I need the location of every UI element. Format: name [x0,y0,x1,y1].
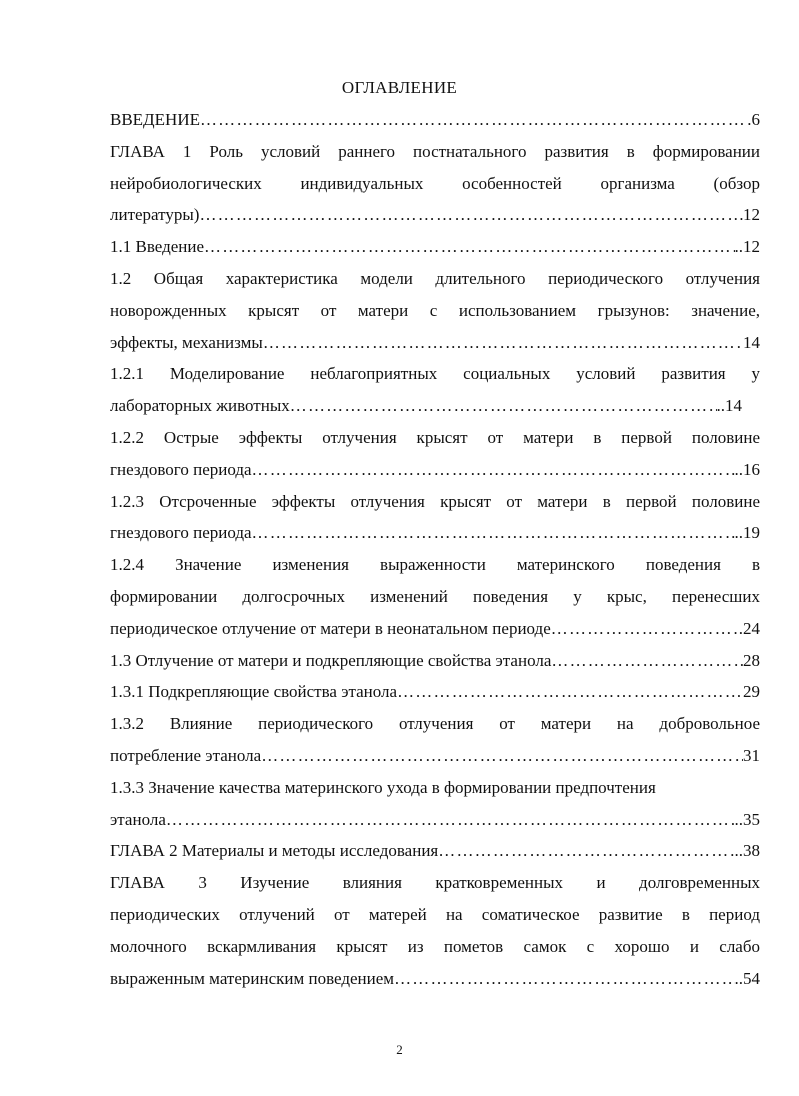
toc-page-number: ..12 [734,237,760,257]
dot-leader [252,454,735,486]
dot-leader [397,676,743,708]
toc-entry-1-3-1[interactable] [110,676,760,708]
toc-entry-text: 1.2.3 Отсроченные эффекты отлучения крысят от матери в первой половине [110,491,760,511]
toc-entry-chapter-1[interactable] [110,136,760,231]
toc-entry-1-2-3[interactable] [110,486,760,550]
toc-entry-text: лабораторных животных [110,396,290,416]
toc-entry-text: гнездового периода [110,459,252,479]
toc-entry-chapter-2[interactable] [110,835,760,867]
toc-page-number: 29 [743,682,760,702]
toc-entry-text: периодических отлучений от матерей на соматическое развитие в период [110,904,760,924]
toc-entry-1-3-3[interactable] [110,772,760,836]
toc-entry-text: 1.3.3 Значение качества материнского ухода в формировании предпочтения [110,777,656,797]
dot-leader [394,963,734,995]
dot-leader [551,645,743,677]
toc-entry-1-2-2[interactable] [110,422,760,486]
toc-entry-1-3[interactable] [110,645,760,677]
toc-page-number: ..16 [734,459,760,479]
toc-entry-text: 1.2.1 Моделирование неблагоприятных социальных условий развития у [110,364,760,384]
toc-page-number: ..38 [734,841,760,861]
dot-leader [438,835,734,867]
toc-entry-text: литературы) [110,205,200,225]
toc-entry-text: гнездового периода [110,523,252,543]
toc-entry-1-2-1[interactable] [110,358,760,422]
toc-entry-text: ГЛАВА 1 Роль условий раннего постнатального развития в формировании [110,141,760,161]
toc-entry-text: молочного вскармливания крысят из пометов самок с хорошо и слабо [110,936,760,956]
toc-entry-introduction[interactable] [110,104,760,136]
toc-page-number: ..35 [734,809,760,829]
toc-entry-1-1[interactable] [110,231,760,263]
toc-page-number: 14 [743,332,760,352]
dot-leader [551,613,739,645]
toc-entry-text: периодическое отлучение от матери в неонатальном периоде [110,618,551,638]
toc-entry-text: выраженным материнским поведением [110,968,395,988]
dot-leader [199,199,743,231]
toc-entry-text: ВВЕДЕНИЕ [110,110,200,129]
toc-entry-text: 1.2 Общая характеристика модели длительного периодического отлучения [110,268,760,288]
toc-entry-text: ГЛАВА 2 Материалы и методы исследования [110,841,439,861]
toc-entry-text: новорожденных крысят от матери с использованием грызунов: значение, [110,300,760,320]
page-title: ОГЛАВЛЕНИЕ [341,78,458,97]
toc-page-number: 12 [743,205,760,225]
toc-page-number: ..14 [716,396,742,416]
dot-leader [200,104,747,136]
toc-entry-1-3-2[interactable] [110,708,760,772]
toc-page-number: 28 [743,650,760,670]
dot-leader [166,804,735,836]
toc-entry-text: потребление этанола [110,745,262,765]
toc-entry-1-2-4[interactable] [110,549,760,644]
toc-entry-chapter-3[interactable] [110,867,760,994]
toc-entry-1-2[interactable] [110,263,760,358]
toc-page-number: ..54 [734,968,760,988]
dot-leader [290,390,717,422]
toc-entry-text: 1.1 Введение [110,237,205,257]
dot-leader [204,231,734,263]
dot-leader [252,517,735,549]
dot-leader [261,740,743,772]
toc-entry-text: этанола [110,809,166,829]
toc-entry-text: 1.3.2 Влияние периодического отлучения от матери на добровольное [110,714,760,734]
toc-entry-text: нейробиологических индивидуальных особенностей организма (обзор [110,173,760,193]
toc-page-number: ..19 [734,523,760,543]
toc-entry-text: ГЛАВА 3 Изучение влияния кратковременных и долговременных [110,873,760,893]
toc-page-number: 31 [743,745,760,765]
dot-leader [263,327,743,359]
toc-page-number: .24 [738,618,760,638]
toc-entry-text: эффекты, механизмы [110,332,263,352]
toc-entry-text: 1.3 Отлучение от матери и подкрепляющие свойства этанола [110,650,552,670]
toc-entry-text: 1.3.1 Подкрепляющие свойства этанола [110,682,398,702]
toc-entry-text: формировании долгосрочных изменений поведения у крыс, перенесших [110,586,760,606]
toc-entry-text: 1.2.2 Острые эффекты отлучения крысят от матери в первой половине [110,427,760,447]
toc-page-number: .6 [747,110,760,129]
toc-entry-text: 1.2.4 Значение изменения выраженности материнского поведения в [110,555,760,575]
table-of-contents [110,104,760,994]
page-number: 2 [396,1042,403,1057]
